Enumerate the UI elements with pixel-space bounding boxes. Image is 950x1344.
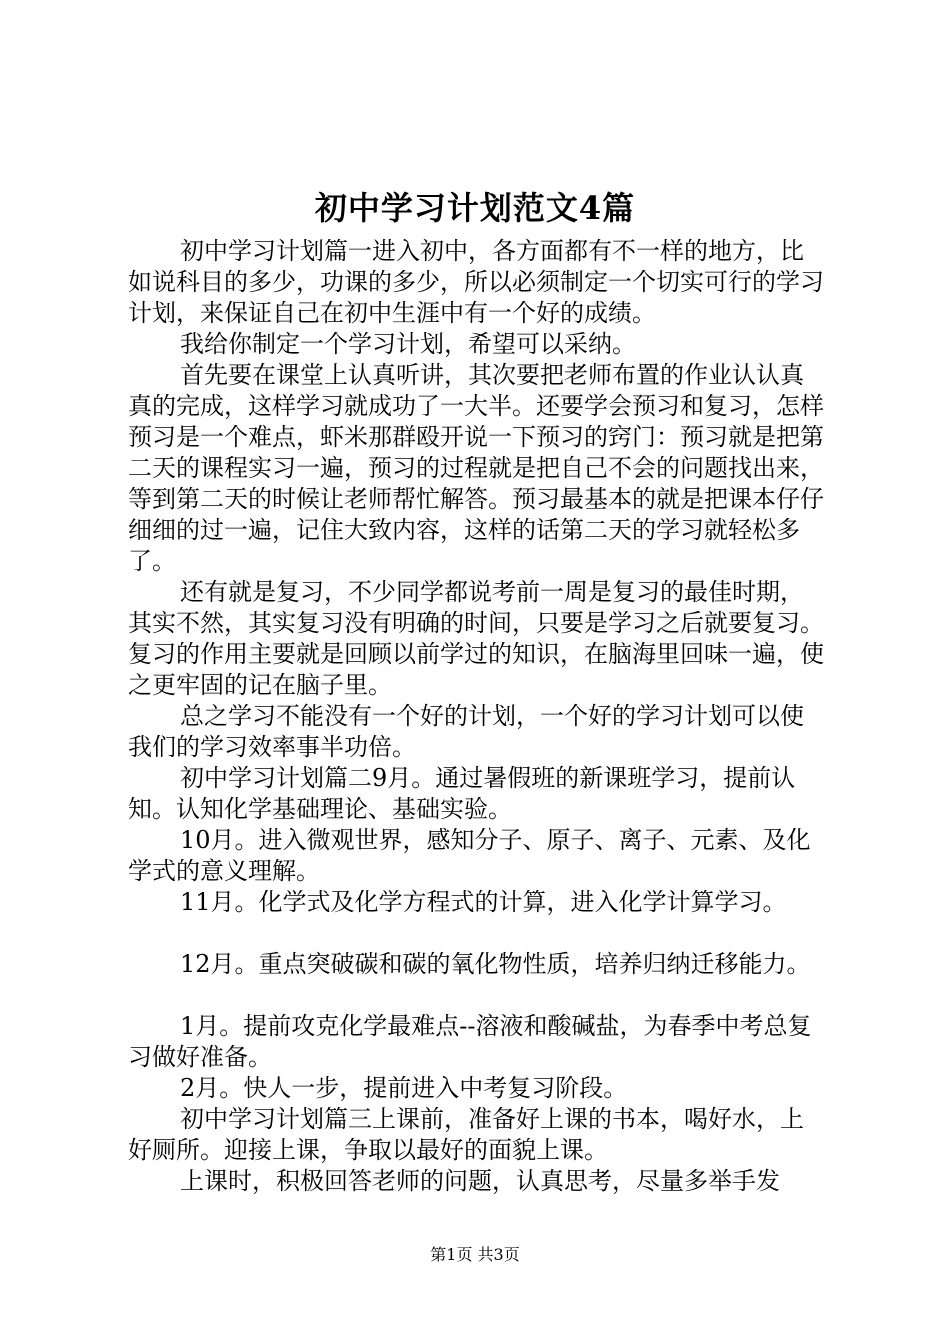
paragraph: 11月。化学式及化学方程式的计算，进入化学计算学习。 (180, 888, 787, 916)
paragraph: 总之学习不能没有一个好的计划，一个好的学习计划可以使我们的学习效率事半功倍。 (128, 702, 804, 761)
paragraph: 我给你制定一个学习计划，希望可以采纳。 (180, 330, 636, 358)
paragraph: 初中学习计划篇三上课前，准备好上课的书本，喝好水，上好厕所。迎接上课，争取以最好的面貌上课。 (128, 1105, 804, 1164)
paragraph: 12月。重点突破碳和碳的氧化物性质，培养归纳迁移能力。 (180, 950, 811, 978)
paragraph: 初中学习计划篇二9月。通过暑假班的新课班学习，提前认知。认知化学基础理论、基础实验。 (128, 764, 796, 823)
paragraph: 还有就是复习，不少同学都说考前一周是复习的最佳时期，其实不然，其实复习没有明确的时间，只要是学习之后就要复习。复习的作用主要就是回顾以前学过的知识，在脑海里回味一遍，使之更牢固的记在脑子里。 (128, 578, 824, 699)
paragraph: 10月。进入微观世界，感知分子、原子、离子、元素、及化学式的意义理解。 (128, 826, 811, 885)
paragraph: 首先要在课堂上认真听讲，其次要把老师布置的作业认认真真的完成，这样学习就成功了一大半。还要学会预习和复习，怎样预习是一个难点，虾米那群殴开说一下预习的窍门：预习就是把第二天的课程实习一遍，预习的过程就是把自己不会的问题找出来，等到第二天的时候让老师帮忙解答。预习最基本的就是把课本仔仔细细的过一遍，记住大致内容，这样的话第二天的学习就轻松多了。 (128, 361, 824, 575)
paragraph: 上课时，积极回答老师的问题，认真思考，尽量多举手发 (180, 1167, 780, 1195)
document-body (128, 236, 824, 1197)
paragraph: 初中学习计划篇一进入初中，各方面都有不一样的地方，比如说科目的多少，功课的多少，所以必须制定一个切实可行的学习计划，来保证自己在初中生涯中有一个好的成绩。 (128, 237, 824, 327)
document-title: 初中学习计划范文4篇 (314, 189, 636, 227)
paragraph: 1月。提前攻克化学最难点--溶液和酸碱盐，为春季中考总复习做好准备。 (128, 1012, 812, 1071)
paragraph: 2月。快人一步，提前进入中考复习阶段。 (180, 1074, 628, 1102)
page-footer: 第1页 共3页 (430, 1245, 520, 1264)
